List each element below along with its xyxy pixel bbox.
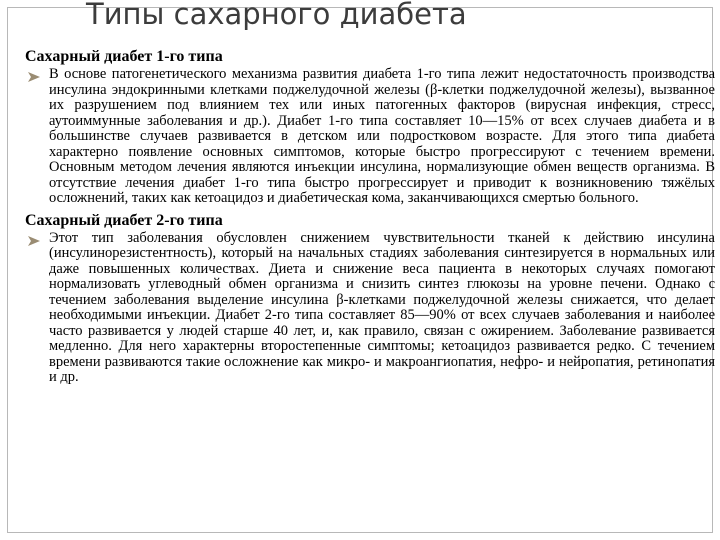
- slide-title: Типы сахарного диабета: [86, 0, 467, 31]
- bullet-arrow-icon: [27, 71, 41, 83]
- section-heading-type1: Сахарный диабет 1-го типа: [25, 48, 223, 65]
- section-heading-type2: Сахарный диабет 2-го типа: [25, 211, 223, 229]
- slide-frame: [7, 0, 715, 533]
- bullet-item-type2: [25, 231, 715, 386]
- bullet-text-type1: В основе патогенетического механизма развития диабета 1-го типа лежит недостаточность производства инсулина эндокринными клетками поджелудочной железы (β-клетки поджелудочной железы), вызванное их разрушением под влиянием тех или иных патогенных факторов (вирусная инфекция, стресс, аутоиммунные заболевания и др.). Диабет 1-го типа составляет 10—15% от всех случаев диабета и в большинстве случаев развивается в детском или подростковом возрасте. Для этого типа диабета характерно появление основных симптомов, которые быстро прогрессируют с течением времени. Основным методом лечения являются инъекции инсулина, нормализующие обмен веществ организма. В отсутствие лечения диабет 1-го типа быстро прогрессирует и приводит к возникновению тяжёлых осложнений, таких как кетоацидоз и диабетическая кома, заканчивающихся смертью больного.: [49, 66, 715, 206]
- bullet-item-type1: [25, 67, 715, 207]
- bullet-arrow-icon: [27, 235, 41, 247]
- slide-content: [25, 40, 715, 386]
- bullet-text-type2: Этот тип заболевания обусловлен снижением чувствительности тканей к действию инсулина (инсулинорезистентность), который на начальных стадиях заболевания синтезируется в нормальных или даже повышенных количествах. Диета и снижение веса пациента в некоторых случаях помогают нормализовать углеводный обмен организма и снизить синтез глюкозы на уровне печени. Однако с течением заболевания выделение инсулина β-клетками поджелудочной железы снижается, что делает необходимыми инъекции. Диабет 2-го типа составляет 85—90% от всех случаев заболевания и наиболее часто развивается у людей старше 40 лет, и, как правило, связан с ожирением. Заболевание развивается медленно. Для него характерны второстепенные симптомы; кетоацидоз развивается редко. С течением времени развиваются такие осложнение как микро- и макроангиопатия, нефро- и нейропатия, ретинопатия и др.: [49, 229, 715, 385]
